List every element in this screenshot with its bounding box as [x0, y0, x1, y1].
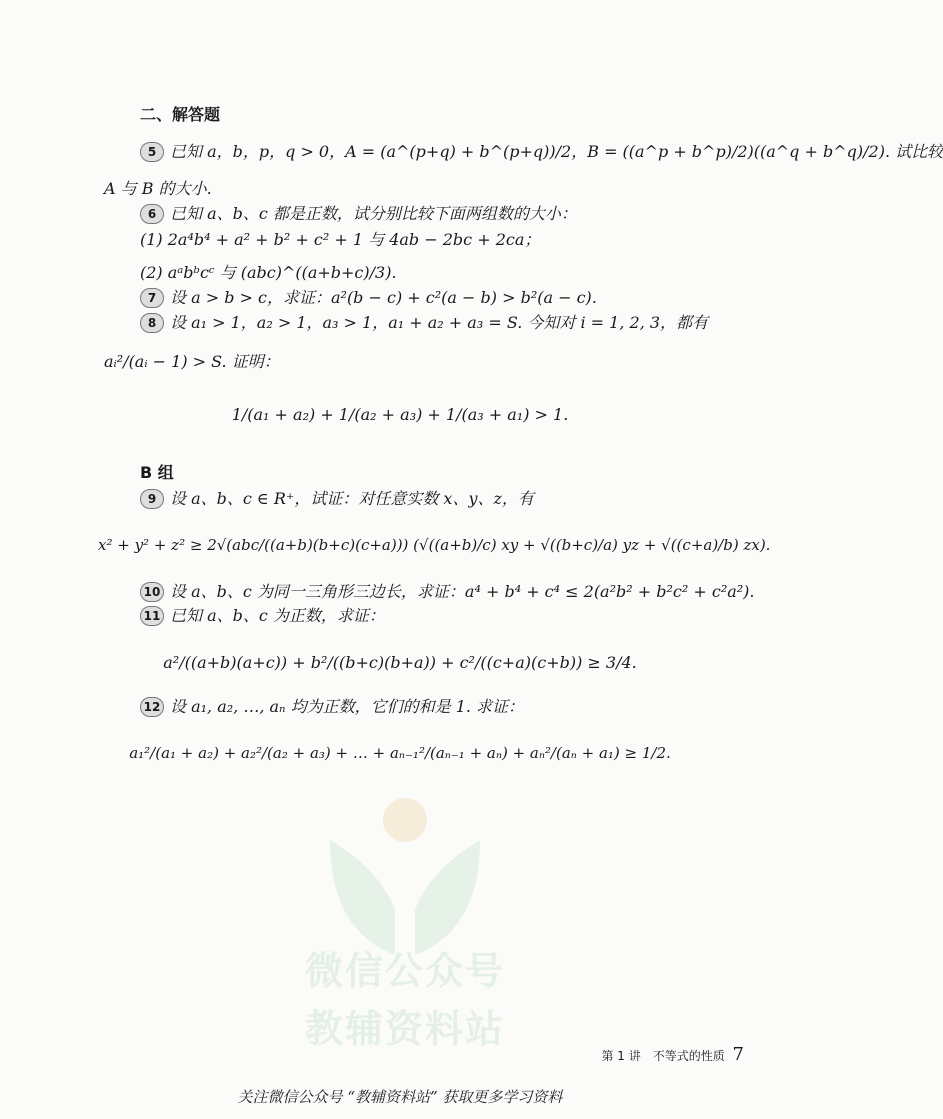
problem-12-line1	[140, 696, 524, 718]
problem-text: 已知 a，b，p，q > 0，A = (a^(p+q) + b^(p+q))/2，B = ((a^p + b^p)/2)((a^q + b^q)/2). 试比较	[170, 142, 943, 161]
problem-text: 设 a、b、c ∈ R⁺，试证：对任意实数 x、y、z，有	[170, 489, 534, 508]
problem-6-sub2: (2) aᵃbᵇcᶜ 与 (abc)^((a+b+c)/3).	[140, 263, 397, 282]
problem-9-formula: x² + y² + z² ≥ 2√(abc/((a+b)(b+c)(c+a))) (√((a+b)/c) xy + √((b+c)/a) yz + √((c+a)/b) zx).	[98, 536, 771, 554]
watermark-text-2: 教辅资料站	[304, 1007, 505, 1051]
problem-8-formula: 1/(a₁ + a₂) + 1/(a₂ + a₃) + 1/(a₃ + a₁) > 1.	[231, 405, 569, 424]
problem-number-badge: 10	[140, 582, 164, 602]
problem-8-line1	[140, 312, 708, 334]
problem-9-line1	[140, 488, 534, 510]
page-number: 7	[732, 1044, 744, 1065]
problem-12-formula: a₁²/(a₁ + a₂) + a₂²/(a₂ + a₃) + … + aₙ₋₁²/(aₙ₋₁ + aₙ) + aₙ²/(aₙ + a₁) ≥ 1/2.	[129, 744, 671, 762]
problem-10-line1	[140, 581, 755, 603]
problem-number-badge: 6	[140, 204, 164, 224]
problem-text: 已知 a、b、c 都是正数，试分别比较下面两组数的大小：	[170, 204, 577, 223]
problem-5-line1	[140, 141, 943, 163]
chapter-label: 第 1 讲 不等式的性质	[601, 1049, 725, 1063]
problem-11-formula: a²/((a+b)(a+c)) + b²/((b+c)(b+a)) + c²/((c+a)(c+b)) ≥ 3/4.	[163, 653, 637, 672]
problem-text: 设 a > b > c，求证：a²(b − c) + c²(a − b) > b²(a − c).	[170, 288, 597, 307]
problem-number-badge: 11	[140, 606, 164, 626]
section-title: 二、解答题	[140, 105, 221, 124]
problem-6-line1	[140, 203, 577, 225]
problem-8-line2: aᵢ²/(aᵢ − 1) > S. 证明：	[104, 352, 280, 371]
group-b-title: B 组	[140, 463, 174, 482]
problem-text: 设 a、b、c 为同一三角形三边长，求证：a⁴ + b⁴ + c⁴ ≤ 2(a²b² + b²c² + c²a²).	[170, 582, 755, 601]
problem-5-line2: A 与 B 的大小.	[104, 179, 212, 198]
problem-text: 设 a₁ > 1，a₂ > 1，a₃ > 1，a₁ + a₂ + a₃ = S. 今知对 i = 1, 2, 3，都有	[170, 313, 709, 332]
problem-7-line1	[140, 287, 597, 309]
problem-number-badge: 5	[140, 142, 164, 162]
watermark-text-1: 微信公众号	[304, 949, 505, 993]
problem-number-badge: 8	[140, 313, 164, 333]
problem-text: 设 a₁, a₂, …, aₙ 均为正数，它们的和是 1. 求证：	[170, 697, 525, 716]
problem-11-line1	[140, 605, 385, 627]
problem-text: 已知 a、b、c 为正数，求证：	[170, 606, 385, 625]
problem-6-sub1: (1) 2a⁴b⁴ + a² + b² + c² + 1 与 4ab − 2bc + 2ca；	[140, 230, 541, 249]
problem-number-badge: 7	[140, 288, 164, 308]
page-footer	[601, 1044, 744, 1065]
problem-number-badge: 12	[140, 697, 164, 717]
problem-number-badge: 9	[140, 489, 164, 509]
bottom-note: 关注微信公众号 “教辅资料站” 获取更多学习资料	[237, 1088, 563, 1106]
